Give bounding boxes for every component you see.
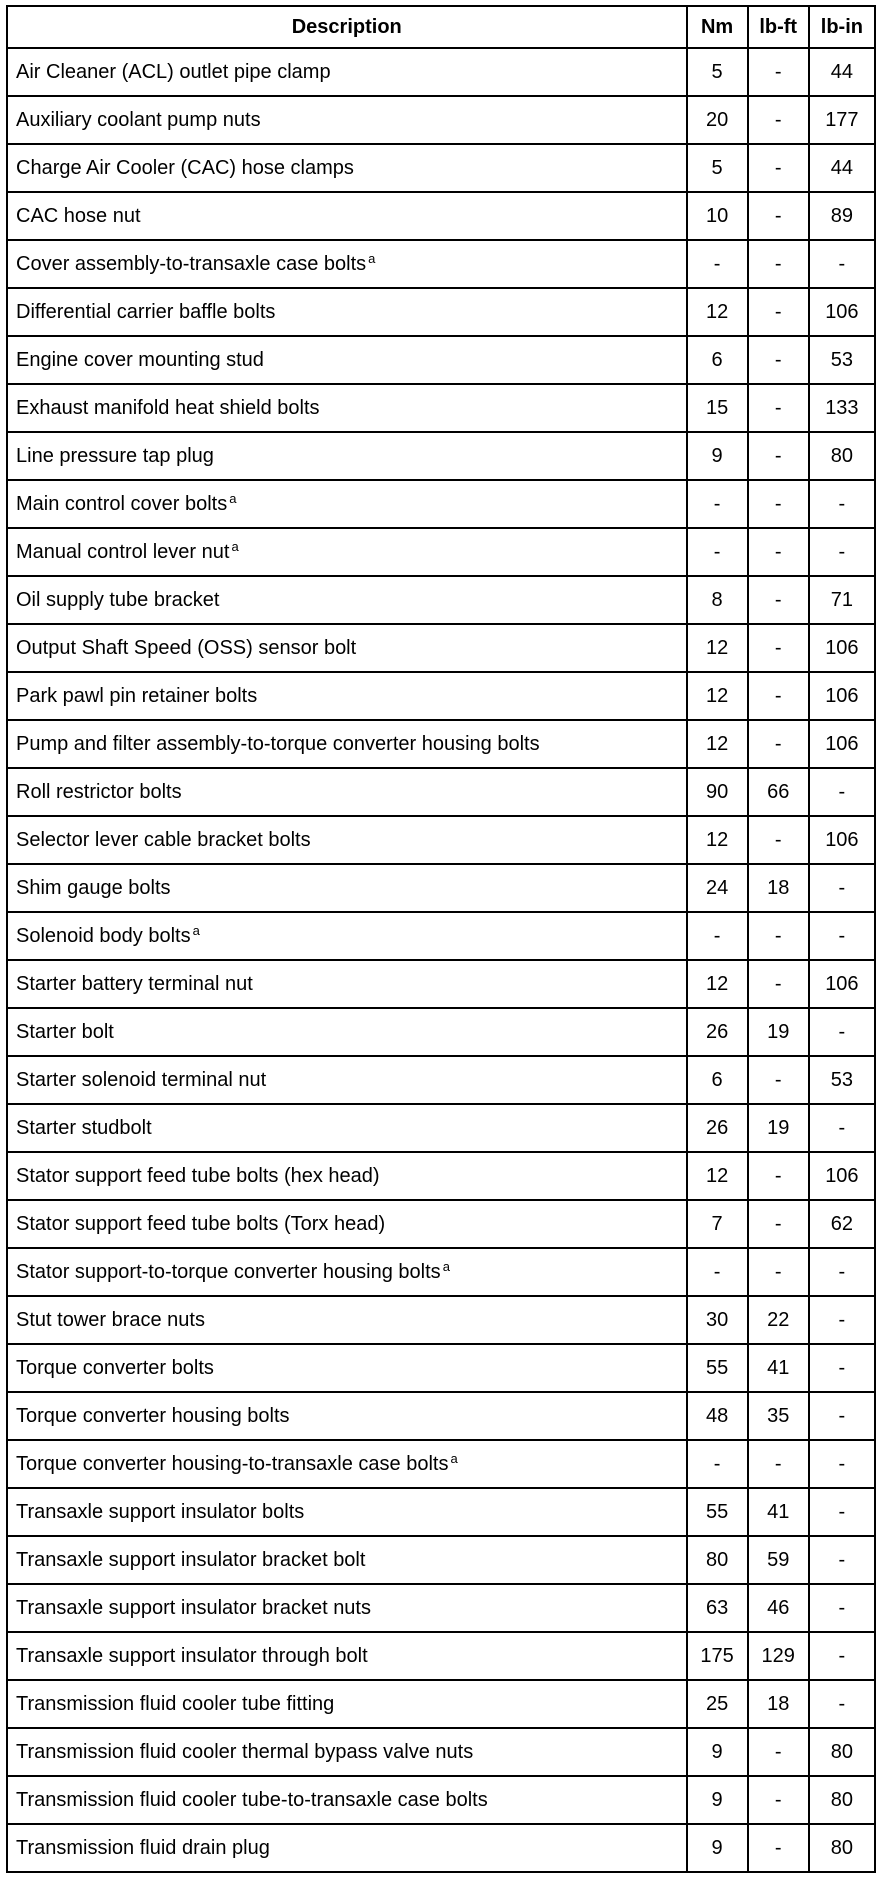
cell-lbin: 53	[809, 336, 875, 384]
description-text: Oil supply tube bracket	[16, 588, 220, 611]
cell-lbin: 106	[809, 288, 875, 336]
cell-lbin: -	[809, 1392, 875, 1440]
cell-description	[7, 192, 687, 240]
cell-description	[7, 912, 687, 960]
header-lbft: lb-ft	[748, 6, 809, 48]
cell-description	[7, 240, 687, 288]
cell-description	[7, 480, 687, 528]
description-text: Torque converter housing-to-transaxle case bolts	[16, 1452, 449, 1475]
cell-lbft: 41	[748, 1488, 809, 1536]
cell-lbft: -	[748, 480, 809, 528]
table-row	[7, 1248, 875, 1296]
cell-lbin: 80	[809, 432, 875, 480]
cell-description	[7, 288, 687, 336]
table-row	[7, 1680, 875, 1728]
cell-nm: 48	[687, 1392, 748, 1440]
cell-lbin: -	[809, 1536, 875, 1584]
cell-nm: 26	[687, 1104, 748, 1152]
table-row	[7, 240, 875, 288]
table-row	[7, 1776, 875, 1824]
cell-nm: 5	[687, 48, 748, 96]
cell-nm: 80	[687, 1536, 748, 1584]
cell-lbin: 106	[809, 1152, 875, 1200]
cell-lbin: -	[809, 1344, 875, 1392]
cell-lbin: -	[809, 1584, 875, 1632]
cell-nm: 30	[687, 1296, 748, 1344]
cell-lbft: -	[748, 1728, 809, 1776]
cell-nm: -	[687, 1248, 748, 1296]
cell-nm: 15	[687, 384, 748, 432]
table-row	[7, 1728, 875, 1776]
description-text: Transmission fluid cooler tube-to-transaxle case bolts	[16, 1788, 488, 1811]
cell-lbin: 106	[809, 960, 875, 1008]
description-text: Engine cover mounting stud	[16, 348, 264, 371]
cell-description	[7, 1056, 687, 1104]
table-row	[7, 1296, 875, 1344]
table-row	[7, 1392, 875, 1440]
cell-lbin: -	[809, 240, 875, 288]
cell-description	[7, 528, 687, 576]
description-text: Stut tower brace nuts	[16, 1308, 205, 1331]
cell-nm: 26	[687, 1008, 748, 1056]
description-text: Stator support feed tube bolts (hex head)	[16, 1164, 380, 1187]
table-row	[7, 288, 875, 336]
cell-description	[7, 1008, 687, 1056]
footnote-marker: a	[368, 250, 376, 266]
table-row	[7, 576, 875, 624]
table-row	[7, 96, 875, 144]
cell-nm: 6	[687, 336, 748, 384]
cell-lbin: 106	[809, 720, 875, 768]
cell-description	[7, 576, 687, 624]
table-row	[7, 1152, 875, 1200]
description-text: Pump and filter assembly-to-torque converter housing bolts	[16, 732, 540, 755]
cell-lbin: 106	[809, 816, 875, 864]
cell-lbin: -	[809, 1296, 875, 1344]
description-text: Transmission fluid cooler tube fitting	[16, 1692, 335, 1715]
description-text: Stator support-to-torque converter housing bolts	[16, 1260, 441, 1283]
description-text: CAC hose nut	[16, 204, 141, 227]
description-text: Solenoid body bolts	[16, 924, 191, 947]
cell-description	[7, 1776, 687, 1824]
cell-lbft: 19	[748, 1104, 809, 1152]
cell-lbin: 44	[809, 144, 875, 192]
description-text: Torque converter housing bolts	[16, 1404, 290, 1427]
cell-lbin: 71	[809, 576, 875, 624]
cell-nm: 20	[687, 96, 748, 144]
cell-lbin: -	[809, 528, 875, 576]
table-row	[7, 960, 875, 1008]
cell-description	[7, 1584, 687, 1632]
cell-nm: -	[687, 528, 748, 576]
description-text: Torque converter bolts	[16, 1356, 214, 1379]
cell-description	[7, 1200, 687, 1248]
cell-nm: 55	[687, 1488, 748, 1536]
header-nm: Nm	[687, 6, 748, 48]
cell-nm: 5	[687, 144, 748, 192]
cell-description	[7, 1824, 687, 1872]
cell-lbft: -	[748, 144, 809, 192]
table-row	[7, 432, 875, 480]
cell-description	[7, 768, 687, 816]
description-text: Stator support feed tube bolts (Torx head)	[16, 1212, 386, 1235]
cell-nm: 10	[687, 192, 748, 240]
description-text: Starter battery terminal nut	[16, 972, 253, 995]
cell-lbft: 46	[748, 1584, 809, 1632]
table-row	[7, 48, 875, 96]
table-row	[7, 1200, 875, 1248]
torque-spec-table	[6, 5, 876, 1873]
table-row	[7, 192, 875, 240]
cell-description	[7, 624, 687, 672]
cell-lbin: -	[809, 1680, 875, 1728]
description-text: Starter bolt	[16, 1020, 114, 1043]
footnote-marker: a	[450, 1450, 458, 1466]
cell-description	[7, 1296, 687, 1344]
description-text: Output Shaft Speed (OSS) sensor bolt	[16, 636, 357, 659]
cell-description	[7, 1248, 687, 1296]
cell-lbft: 18	[748, 864, 809, 912]
cell-nm: 9	[687, 1824, 748, 1872]
cell-nm: -	[687, 1440, 748, 1488]
cell-lbft: -	[748, 432, 809, 480]
cell-nm: 9	[687, 432, 748, 480]
cell-lbft: 129	[748, 1632, 809, 1680]
cell-nm: 55	[687, 1344, 748, 1392]
cell-nm: 63	[687, 1584, 748, 1632]
cell-description	[7, 336, 687, 384]
cell-lbft: -	[748, 1056, 809, 1104]
table-row	[7, 816, 875, 864]
cell-description	[7, 1104, 687, 1152]
cell-lbft: -	[748, 624, 809, 672]
cell-nm: 90	[687, 768, 748, 816]
description-text: Charge Air Cooler (CAC) hose clamps	[16, 156, 354, 179]
cell-description	[7, 1344, 687, 1392]
cell-lbin: -	[809, 1248, 875, 1296]
description-text: Transaxle support insulator through bolt	[16, 1644, 368, 1667]
cell-lbin: 62	[809, 1200, 875, 1248]
cell-nm: 6	[687, 1056, 748, 1104]
cell-lbin: 177	[809, 96, 875, 144]
description-text: Selector lever cable bracket bolts	[16, 828, 311, 851]
cell-lbft: 18	[748, 1680, 809, 1728]
cell-lbft: -	[748, 48, 809, 96]
cell-lbft: -	[748, 816, 809, 864]
cell-description	[7, 816, 687, 864]
table-row	[7, 1104, 875, 1152]
table-row	[7, 864, 875, 912]
cell-nm: 8	[687, 576, 748, 624]
table-row	[7, 768, 875, 816]
cell-lbin: 80	[809, 1776, 875, 1824]
description-text: Line pressure tap plug	[16, 444, 214, 467]
table-row	[7, 1824, 875, 1872]
cell-nm: 24	[687, 864, 748, 912]
cell-lbin: -	[809, 912, 875, 960]
cell-nm: 12	[687, 624, 748, 672]
cell-description	[7, 1440, 687, 1488]
cell-nm: 175	[687, 1632, 748, 1680]
table-row	[7, 672, 875, 720]
cell-description	[7, 1632, 687, 1680]
table-row	[7, 1008, 875, 1056]
footnote-marker: a	[192, 922, 200, 938]
cell-lbft: -	[748, 240, 809, 288]
description-text: Exhaust manifold heat shield bolts	[16, 396, 320, 419]
cell-nm: -	[687, 240, 748, 288]
cell-nm: 25	[687, 1680, 748, 1728]
cell-lbft: -	[748, 192, 809, 240]
cell-lbin: -	[809, 864, 875, 912]
cell-lbft: -	[748, 528, 809, 576]
table-row	[7, 1440, 875, 1488]
cell-description	[7, 1392, 687, 1440]
cell-lbft: -	[748, 288, 809, 336]
cell-description	[7, 720, 687, 768]
cell-lbin: -	[809, 1632, 875, 1680]
header-description: Description	[7, 6, 687, 48]
description-text: Auxiliary coolant pump nuts	[16, 108, 261, 131]
cell-nm: 9	[687, 1728, 748, 1776]
cell-description	[7, 864, 687, 912]
cell-lbft: -	[748, 1200, 809, 1248]
cell-lbin: 53	[809, 1056, 875, 1104]
table-row	[7, 1344, 875, 1392]
cell-lbft: -	[748, 1152, 809, 1200]
cell-lbft: 66	[748, 768, 809, 816]
cell-lbft: -	[748, 1824, 809, 1872]
description-text: Differential carrier baffle bolts	[16, 300, 276, 323]
cell-lbft: 35	[748, 1392, 809, 1440]
table-row	[7, 1488, 875, 1536]
description-text: Transaxle support insulator bolts	[16, 1500, 305, 1523]
cell-lbin: -	[809, 480, 875, 528]
cell-lbft: -	[748, 1248, 809, 1296]
cell-lbin: 89	[809, 192, 875, 240]
footnote-marker: a	[231, 538, 239, 554]
cell-lbft: 22	[748, 1296, 809, 1344]
cell-lbft: 59	[748, 1536, 809, 1584]
cell-nm: -	[687, 912, 748, 960]
table-row	[7, 528, 875, 576]
cell-nm: 7	[687, 1200, 748, 1248]
cell-lbin: 106	[809, 672, 875, 720]
cell-description	[7, 1488, 687, 1536]
table-row	[7, 912, 875, 960]
cell-lbft: -	[748, 96, 809, 144]
cell-lbin: 133	[809, 384, 875, 432]
description-text: Park pawl pin retainer bolts	[16, 684, 258, 707]
cell-nm: 12	[687, 720, 748, 768]
description-text: Transmission fluid drain plug	[16, 1836, 270, 1859]
footnote-marker: a	[442, 1258, 450, 1274]
table-row	[7, 1584, 875, 1632]
cell-description	[7, 1728, 687, 1776]
description-text: Starter solenoid terminal nut	[16, 1068, 267, 1091]
cell-description	[7, 384, 687, 432]
cell-lbft: 41	[748, 1344, 809, 1392]
cell-description	[7, 1680, 687, 1728]
cell-lbin: 80	[809, 1728, 875, 1776]
cell-lbft: -	[748, 384, 809, 432]
description-text: Manual control lever nut	[16, 540, 230, 563]
table-row	[7, 144, 875, 192]
table-row	[7, 336, 875, 384]
cell-lbin: -	[809, 1104, 875, 1152]
cell-lbft: -	[748, 1440, 809, 1488]
header-lbin: lb-in	[809, 6, 875, 48]
cell-lbft: 19	[748, 1008, 809, 1056]
cell-lbin: 80	[809, 1824, 875, 1872]
description-text: Starter studbolt	[16, 1116, 152, 1139]
table-header-row	[7, 6, 875, 48]
cell-nm: 9	[687, 1776, 748, 1824]
cell-description	[7, 432, 687, 480]
cell-nm: -	[687, 480, 748, 528]
description-text: Transaxle support insulator bracket bolt	[16, 1548, 366, 1571]
cell-lbft: -	[748, 576, 809, 624]
cell-lbin: 106	[809, 624, 875, 672]
description-text: Cover assembly-to-transaxle case bolts	[16, 252, 367, 275]
cell-description	[7, 672, 687, 720]
table-row	[7, 1632, 875, 1680]
cell-lbin: -	[809, 1440, 875, 1488]
table-row	[7, 480, 875, 528]
cell-lbin: -	[809, 768, 875, 816]
table-row	[7, 384, 875, 432]
description-text: Transmission fluid cooler thermal bypass valve nuts	[16, 1740, 474, 1763]
cell-nm: 12	[687, 288, 748, 336]
cell-lbft: -	[748, 672, 809, 720]
description-text: Air Cleaner (ACL) outlet pipe clamp	[16, 60, 331, 83]
cell-lbft: -	[748, 960, 809, 1008]
description-text: Main control cover bolts	[16, 492, 228, 515]
cell-lbin: 44	[809, 48, 875, 96]
description-text: Roll restrictor bolts	[16, 780, 182, 803]
cell-lbin: -	[809, 1008, 875, 1056]
cell-lbft: -	[748, 912, 809, 960]
table-row	[7, 624, 875, 672]
cell-nm: 12	[687, 1152, 748, 1200]
cell-description	[7, 1536, 687, 1584]
cell-nm: 12	[687, 816, 748, 864]
cell-lbft: -	[748, 1776, 809, 1824]
cell-description	[7, 96, 687, 144]
cell-nm: 12	[687, 960, 748, 1008]
description-text: Transaxle support insulator bracket nuts	[16, 1596, 371, 1619]
cell-description	[7, 144, 687, 192]
description-text: Shim gauge bolts	[16, 876, 171, 899]
table-row	[7, 1056, 875, 1104]
table-row	[7, 720, 875, 768]
cell-nm: 12	[687, 672, 748, 720]
cell-lbin: -	[809, 1488, 875, 1536]
cell-description	[7, 48, 687, 96]
cell-description	[7, 1152, 687, 1200]
cell-lbft: -	[748, 720, 809, 768]
cell-lbft: -	[748, 336, 809, 384]
cell-description	[7, 960, 687, 1008]
table-row	[7, 1536, 875, 1584]
footnote-marker: a	[229, 490, 237, 506]
